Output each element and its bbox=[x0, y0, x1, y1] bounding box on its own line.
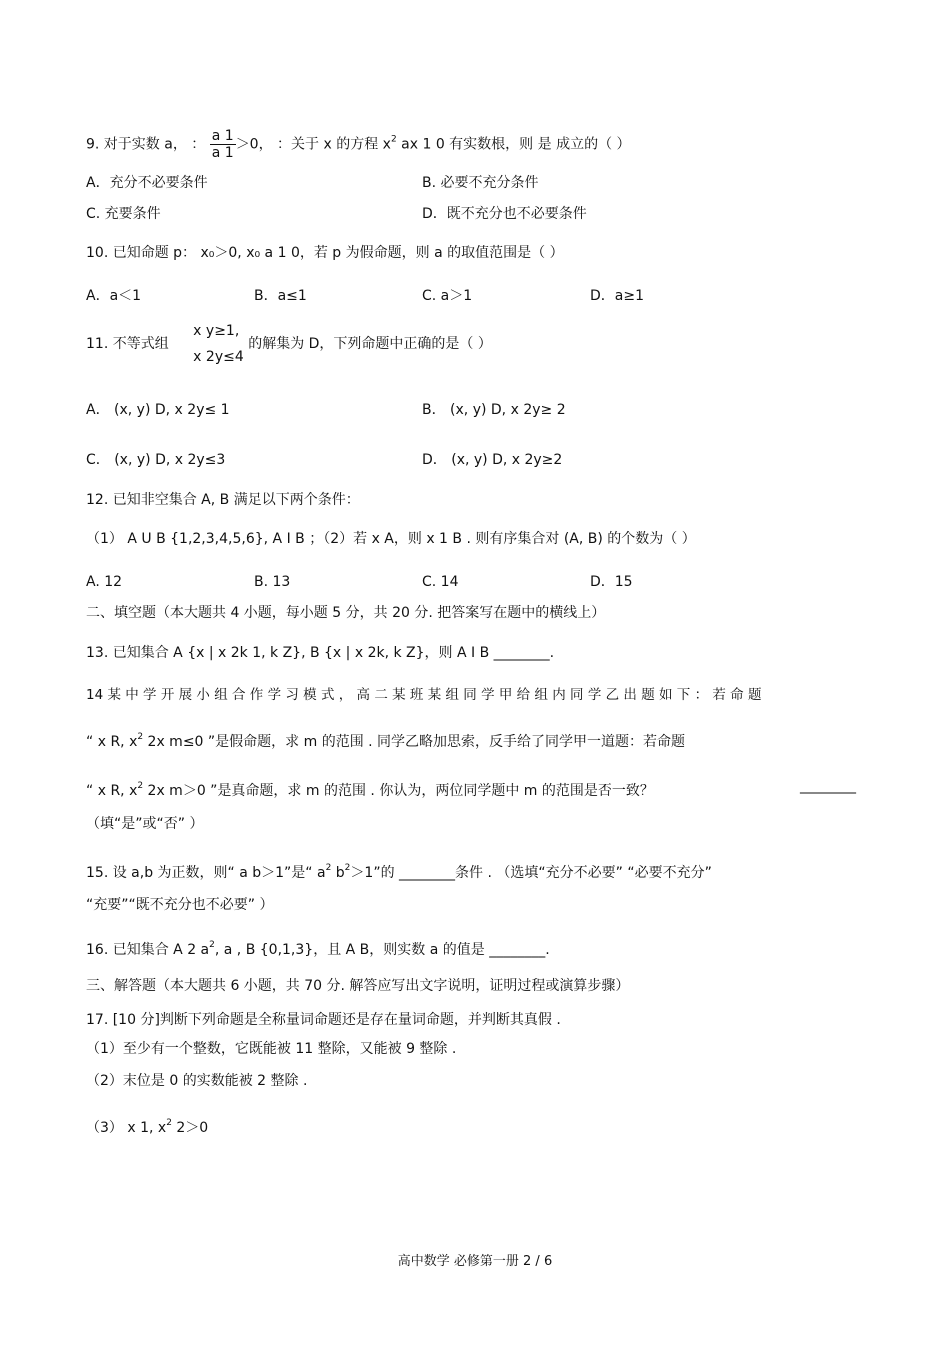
q11-option-a: A． (x, y) D, x 2y≤ 1 bbox=[86, 402, 230, 418]
q16-pre: 16. 已知集合 A 2 a bbox=[86, 942, 210, 958]
q16-stem bbox=[86, 935, 550, 960]
q17-item1: （1）至少有一个整数，它既能被 11 整除，又能被 9 整除 . bbox=[86, 1041, 457, 1057]
q17-item3-sup: 2 bbox=[166, 1118, 172, 1128]
q11-sys-line1: x y≥1, bbox=[193, 323, 240, 339]
page-footer: 高中数学 必修第一册 2 / 6 bbox=[397, 1254, 553, 1269]
q9-fraction bbox=[210, 128, 236, 161]
q14-answer-blank: ________ bbox=[800, 778, 856, 794]
q15-sup2: 2 bbox=[344, 863, 351, 873]
q9-tail: ax 1 0 有实数根，则 是 成立的（ ） bbox=[396, 136, 631, 153]
q17-item3-pre: （3） x 1, x bbox=[86, 1120, 167, 1136]
q9-frac-den: a 1 bbox=[211, 145, 234, 161]
section-3-heading: 三、解答题（本大题共 6 小题，共 70 分. 解答应写出文字说明，证明过程或演算步骤） bbox=[86, 978, 630, 994]
q14-line3-sup: 2 bbox=[137, 781, 144, 791]
q11-stem bbox=[86, 318, 492, 370]
q13-stem: 13. 已知集合 A {x | x 2k 1, k Z}, B {x | x 2k, k Z}，则 A I B ________. bbox=[86, 645, 555, 661]
q11-system bbox=[193, 318, 244, 370]
q12-conditions: （1） A U B {1,2,3,4,5,6}, A I B ；（2）若 x A，则 x 1 B . 则有序集合对 (A, B) 的个数为（ ） bbox=[86, 531, 696, 547]
q10-option-c: C. a＞1 bbox=[422, 288, 473, 304]
q11-option-d: D． (x, y) D, x 2y≥2 bbox=[422, 452, 563, 468]
q10-stem: 10. 已知命题 p： x₀＞0, x₀ a 1 0，若 p 为假命题，则 a 的取值范围是（ ） bbox=[86, 245, 564, 261]
q14-line1: 14 某 中 学 开 展 小 组 合 作 学 习 模 式 ， 高 二 某 班 某 组 同 学 甲 给 组 内 同 学 乙 出 题 如 下 ： 若 命 题 bbox=[86, 687, 762, 703]
q14-line3-pre: “ x R, x bbox=[86, 783, 138, 799]
q12-option-c: C. 14 bbox=[422, 574, 459, 590]
q15-line2: “充要”“既不充分也不必要” ） bbox=[86, 897, 274, 913]
q17-item3-post: 2＞0 bbox=[171, 1120, 209, 1136]
q11-prefix: 11. 不等式组 bbox=[86, 336, 169, 352]
q9-frac-num: a 1 bbox=[211, 128, 234, 144]
q12-option-b: B. 13 bbox=[254, 574, 291, 590]
q9-option-b: B. 必要不充分条件 bbox=[422, 175, 539, 191]
q15-sup1: 2 bbox=[325, 863, 332, 873]
q9-sup: 2 bbox=[390, 134, 397, 145]
q9-option-c: C. 充要条件 bbox=[86, 206, 161, 222]
q15-pre: 15. 设 a,b 为正数，则“ a b＞1”是“ a bbox=[86, 865, 326, 881]
q9-stem bbox=[86, 128, 631, 161]
q17-title: 17. [10 分]判断下列命题是全称量词命题还是存在量词命题，并判断其真假 . bbox=[86, 1012, 561, 1028]
q10-option-b: B．a≤1 bbox=[254, 288, 307, 304]
q11-sys-line2: x 2y≤4 bbox=[193, 349, 244, 365]
q10-option-a: A．a＜1 bbox=[86, 288, 142, 304]
q14-line2-post: 2x m≤0 ”是假命题，求 m 的范围 . 同学乙略加思索，反手给了同学甲一道题：若命题 bbox=[143, 734, 686, 750]
q12-option-a: A. 12 bbox=[86, 574, 123, 590]
q14-line3 bbox=[86, 776, 654, 801]
q9-prefix: 9. 对于实数 a， ： bbox=[86, 136, 206, 153]
q17-item2: （2）末位是 0 的实数能被 2 整除 . bbox=[86, 1073, 308, 1089]
q16-post: , a , B {0,1,3}，且 A B，则实数 a 的值是 ________. bbox=[214, 942, 550, 958]
q14-line2-sup: 2 bbox=[137, 732, 144, 742]
q9-suffix: ＞0， ：关于 x 的方程 x bbox=[235, 136, 391, 153]
q14-line2 bbox=[86, 727, 685, 752]
q11-suffix: 的解集为 D，下列命题中正确的是（ ） bbox=[248, 336, 492, 352]
q14-line4: （填“是”或“否” ） bbox=[86, 816, 204, 832]
q12-option-d: D．15 bbox=[590, 574, 633, 590]
q9-option-a: A．充分不必要条件 bbox=[86, 175, 208, 191]
q10-option-d: D．a≥1 bbox=[590, 288, 644, 304]
q15-post: ＞1”的 ________条件 . （选填“充分不必要” “必要不充分” bbox=[350, 865, 712, 881]
q11-option-b: B． (x, y) D, x 2y≥ 2 bbox=[422, 402, 566, 418]
q14-line3-post: 2x m＞0 ”是真命题，求 m 的范围 . 你认为，两位同学题中 m 的范围是否一致？ bbox=[143, 783, 654, 799]
section-2-heading: 二、填空题（本大题共 4 小题，每小题 5 分，共 20 分. 把答案写在题中的横线上） bbox=[86, 605, 606, 621]
q11-option-c: C． (x, y) D, x 2y≤3 bbox=[86, 452, 226, 468]
q14-line2-pre: “ x R, x bbox=[86, 734, 138, 750]
q15-mid: b bbox=[331, 865, 345, 881]
q12-stem: 12. 已知非空集合 A, B 满足以下两个条件： bbox=[86, 492, 360, 508]
q15-line1 bbox=[86, 858, 712, 883]
q9-option-d: D．既不充分也不必要条件 bbox=[422, 206, 587, 222]
q16-sup: 2 bbox=[209, 940, 215, 950]
q17-item3 bbox=[86, 1113, 208, 1138]
